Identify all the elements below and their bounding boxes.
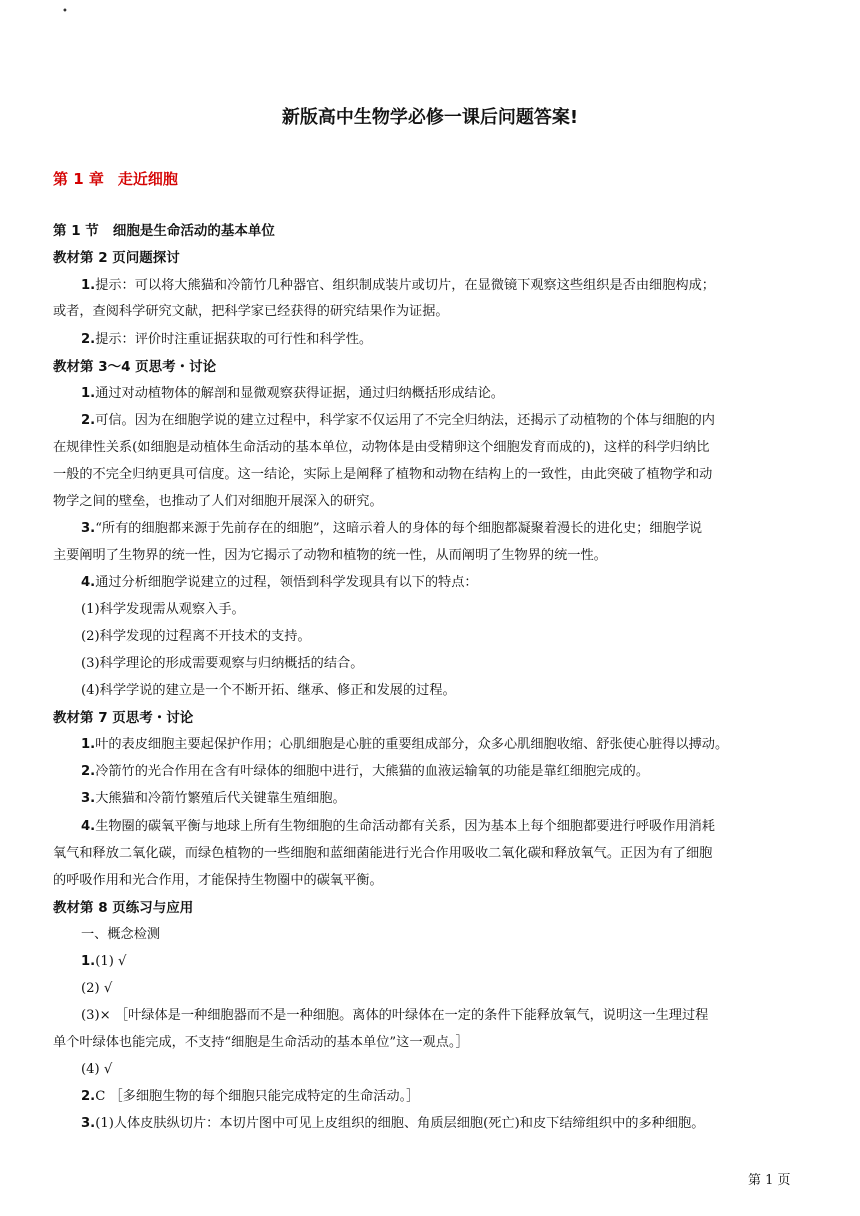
list-item: (2) √ bbox=[81, 981, 113, 996]
paragraph: 2.可信。因为在细胞学说的建立过程中，科学家不仅运用了不完全归纳法，还揭示了动植物的个体与细胞的内 bbox=[81, 413, 715, 428]
paragraph-cont: 主要阐明了生物界的统一性，因为它揭示了动物和植物的统一性，从而阐明了生物界的统一性。 bbox=[53, 548, 607, 563]
list-item: (3)× ［叶绿体是一种细胞器而不是一种细胞。离体的叶绿体在一定的条件下能释放氧气，说明这一生理过程 bbox=[81, 1008, 709, 1023]
paragraph: 2.冷箭竹的光合作用在含有叶绿体的细胞中进行，大熊猫的血液运输氧的功能是靠红细胞完成的。 bbox=[81, 764, 650, 779]
chapter-heading bbox=[53, 168, 178, 189]
subheading: 一、概念检测 bbox=[81, 927, 161, 942]
paragraph: 1.通过对动植物体的解剖和显微观察获得证据，通过归纳概括形成结论。 bbox=[81, 386, 504, 401]
section-name: 细胞是生命活动的基本单位 bbox=[112, 223, 275, 239]
heading-page8: 教材第 8 页练习与应用 bbox=[53, 900, 194, 916]
paragraph: 1.(1) √ bbox=[81, 954, 127, 969]
paragraph-cont: 在规律性关系(如细胞是动植体生命活动的基本单位，动物体是由受精卵这个细胞发育而成的)，这样的科学归纳比 bbox=[53, 440, 710, 455]
paragraph-cont: 单个叶绿体也能完成，不支持“细胞是生命活动的基本单位”这一观点。］ bbox=[53, 1035, 469, 1050]
list-item: (3)科学理论的形成需要观察与归纳概括的结合。 bbox=[81, 656, 364, 671]
paragraph: 3.(1)人体皮肤纵切片：本切片图中可见上皮组织的细胞、角质层细胞(死亡)和皮下结缔组织中的多种细胞。 bbox=[81, 1116, 705, 1131]
chapter-name: 走近细胞 bbox=[117, 170, 178, 188]
paragraph: 1.叶的表皮细胞主要起保护作用；心肌细胞是心脏的重要组成部分，众多心肌细胞收缩、舒张使心脏得以搏动。 bbox=[81, 737, 729, 752]
section-heading bbox=[53, 222, 811, 240]
heading-page2: 教材第 2 页问题探讨 bbox=[53, 250, 180, 266]
page-number: 第 1 页 bbox=[748, 1173, 791, 1188]
chapter-number: 第 1 章 bbox=[53, 170, 104, 188]
heading-page7: 教材第 7 页思考・讨论 bbox=[53, 710, 194, 726]
section-number: 第 1 节 bbox=[53, 223, 99, 239]
paragraph-cont: 的呼吸作用和光合作用，才能保持生物圈中的碳氧平衡。 bbox=[53, 873, 383, 888]
paragraph: 2.C ［多细胞生物的每个细胞只能完成特定的生命活动。］ bbox=[81, 1089, 420, 1104]
document-title: 新版高中生物学必修一课后问题答案! bbox=[281, 107, 579, 128]
paragraph: 3.大熊猫和冷箭竹繁殖后代关键靠生殖细胞。 bbox=[81, 791, 346, 806]
paragraph: 4.生物圈的碳氧平衡与地球上所有生物细胞的生命活动都有关系，因为基本上每个细胞都要进行呼吸作用消耗 bbox=[81, 819, 715, 834]
paragraph-cont: 物学之间的壁垒，也推动了人们对细胞开展深入的研究。 bbox=[53, 494, 383, 509]
list-item: (1)科学发现需从观察入手。 bbox=[81, 602, 245, 617]
list-item: (4) √ bbox=[81, 1062, 113, 1077]
list-item: (4)科学学说的建立是一个不断开拓、继承、修正和发展的过程。 bbox=[81, 683, 456, 698]
paragraph: 1.提示：可以将大熊猫和冷箭竹几种器官、组织制成装片或切片，在显微镜下观察这些组织是否由细胞构成； bbox=[81, 278, 715, 293]
paragraph: 3.“所有的细胞都来源于先前存在的细胞”，这暗示着人的身体的每个细胞都凝聚着漫长的进化史；细胞学说 bbox=[81, 521, 703, 536]
heading-page3-4: 教材第 3～4 页思考・讨论 bbox=[53, 359, 217, 375]
paragraph-cont: 氧气和释放二氧化碳，而绿色植物的一些细胞和蓝细菌能进行光合作用吸收二氧化碳和释放氧气。正因为有了细胞 bbox=[53, 846, 713, 861]
paragraph-cont: 或者，查阅科学研究文献，把科学家已经获得的研究结果作为证据。 bbox=[53, 304, 449, 319]
paragraph-cont: 一般的不完全归纳更具可信度。这一结论，实际上是阐释了植物和动物在结构上的一致性，由此突破了植物学和动 bbox=[53, 467, 713, 482]
paragraph: 4.通过分析细胞学说建立的过程，领悟到科学发现具有以下的特点： bbox=[81, 575, 478, 590]
corner-mark: • bbox=[62, 6, 68, 17]
list-item: (2)科学发现的过程离不开技术的支持。 bbox=[81, 629, 311, 644]
paragraph: 2.提示：评价时注重证据获取的可行性和科学性。 bbox=[81, 332, 373, 347]
